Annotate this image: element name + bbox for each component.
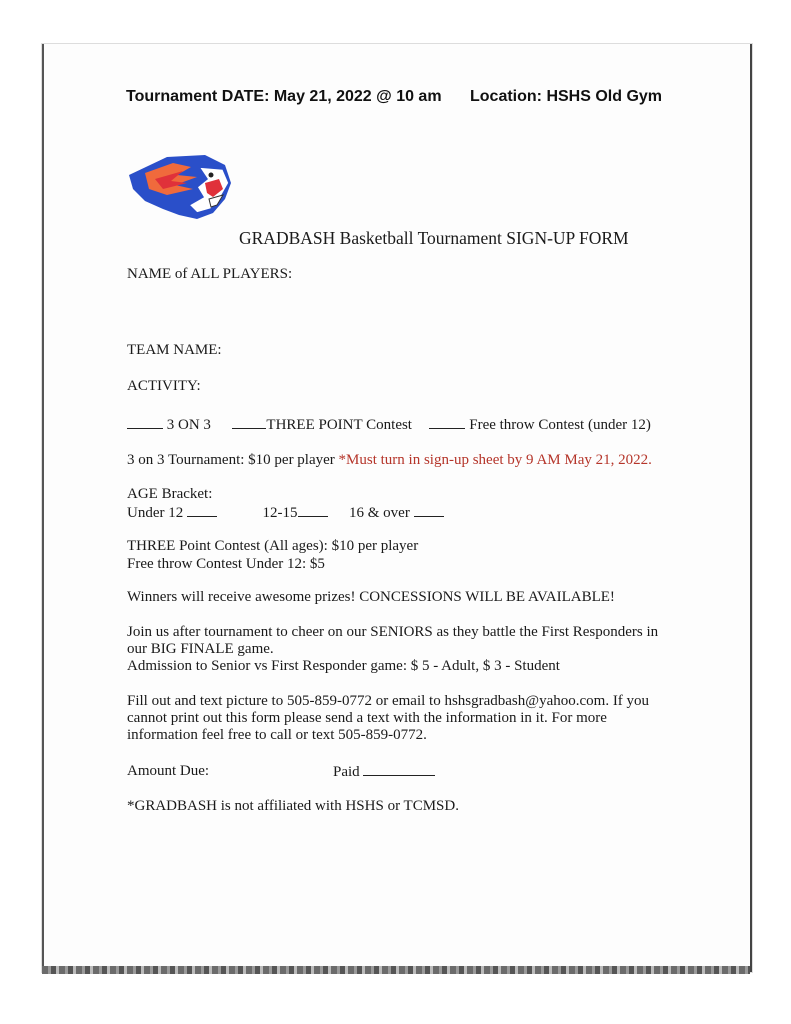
fee-line — [127, 452, 652, 469]
age-16-over: 16 & over — [349, 505, 410, 521]
scan-edge — [42, 966, 750, 974]
activity-blank-3on3[interactable] — [127, 416, 163, 429]
players-label: NAME of ALL PLAYERS: — [127, 266, 293, 282]
paid-field — [333, 763, 435, 781]
three-point-fee: THREE Point Contest (All ages): $10 per player — [127, 538, 419, 554]
age-options — [127, 504, 444, 522]
paid-blank[interactable] — [363, 763, 435, 776]
activity-options — [127, 416, 651, 434]
tiger-head-icon — [127, 153, 233, 221]
activity-3on3: 3 ON 3 — [166, 417, 211, 433]
contact-line-1: Fill out and text picture to 505-859-0772 or email to hshsgradbash@yahoo.com. If you — [127, 693, 650, 709]
team-name-label: TEAM NAME: — [127, 342, 222, 358]
age-blank-16-over[interactable] — [414, 504, 444, 517]
activity-label: ACTIVITY: — [127, 378, 201, 394]
deadline-note: *Must turn in sign-up sheet by 9 AM May 21, 2022. — [338, 452, 652, 468]
contact-line-2: cannot print out this form please send a text with the information in it. For more — [127, 710, 607, 726]
form-title: GRADBASH Basketball Tournament SIGN-UP FORM — [239, 228, 629, 248]
contact-line-3: information feel free to call or text 505-859-0772. — [127, 727, 427, 743]
activity-blank-free-throw[interactable] — [429, 416, 465, 429]
age-12-15: 12-15 — [262, 505, 298, 521]
paid-label: Paid — [333, 764, 360, 780]
location: Location: HSHS Old Gym — [470, 88, 663, 105]
age-blank-12-15[interactable] — [298, 504, 328, 517]
tournament-fee: 3 on 3 Tournament: $10 per player — [127, 452, 335, 468]
free-throw-fee: Free throw Contest Under 12: $5 — [127, 556, 325, 572]
activity-blank-three-point[interactable] — [232, 416, 266, 429]
amount-due-label: Amount Due: — [127, 763, 210, 779]
admission-line: Admission to Senior vs First Responder game: $ 5 - Adult, $ 3 - Student — [127, 658, 560, 674]
tournament-date: Tournament DATE: May 21, 2022 @ 10 am — [126, 88, 442, 105]
age-under-12: Under 12 — [127, 505, 184, 521]
age-blank-under-12[interactable] — [187, 504, 217, 517]
age-bracket-label: AGE Bracket: — [127, 486, 213, 502]
join-line-2: our BIG FINALE game. — [127, 641, 274, 657]
activity-three-point: THREE POINT Contest — [266, 417, 412, 433]
prizes-note: Winners will receive awesome prizes! CONCESSIONS WILL BE AVAILABLE! — [127, 589, 615, 605]
disclaimer: *GRADBASH is not affiliated with HSHS or TCMSD. — [127, 798, 459, 814]
join-line-1: Join us after tournament to cheer on our SENIORS as they battle the First Responders in — [127, 624, 659, 640]
activity-free-throw: Free throw Contest (under 12) — [469, 417, 651, 433]
